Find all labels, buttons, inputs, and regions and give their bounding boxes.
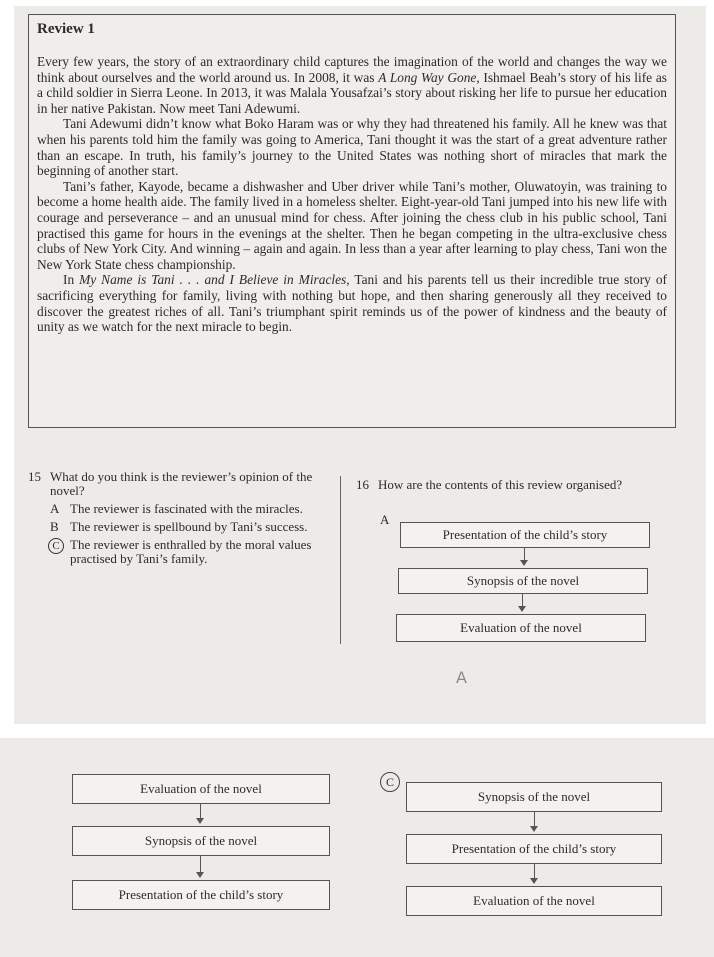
review-body: [37, 54, 667, 335]
flow-a-step-1: Presentation of the child’s story: [400, 522, 650, 548]
column-divider: [340, 476, 341, 644]
option-c-selected[interactable]: C The reviewer is enthralled by the moral values practised by Tani’s family.: [28, 538, 336, 566]
arrow-down-icon: [522, 594, 523, 606]
review-title: Review 1: [37, 21, 95, 37]
review-paragraph-2: Tani Adewumi didn’t know what Boko Haram was or why they had threatened his family. All he knew was that when his parents told him the family was going to America, Tani thought it was the start of a great adventure rather than an escape. In truth, his family’s journey to the United States was nothing short of miracles that mark the beginning of another start.: [37, 116, 667, 179]
question-stem: How are the contents of this review organised?: [378, 477, 623, 492]
option-c-circled-letter: C: [380, 772, 400, 792]
flow-c-step-3: Evaluation of the novel: [406, 886, 662, 916]
arrow-down-icon: [534, 812, 535, 826]
flow-b-step-1: Evaluation of the novel: [72, 774, 330, 804]
question-15: [28, 470, 336, 566]
pencil-answer-mark: A: [456, 668, 467, 687]
option-a[interactable]: A The reviewer is fascinated with the miracles.: [50, 501, 303, 516]
flow-b-step-3: Presentation of the child’s story: [72, 880, 330, 910]
flow-a-step-2: Synopsis of the novel: [398, 568, 648, 594]
arrow-down-icon: [534, 864, 535, 878]
option-a-letter: A: [380, 512, 390, 527]
flow-a-step-3: Evaluation of the novel: [396, 614, 646, 642]
flow-c-step-2: Presentation of the child’s story: [406, 834, 662, 864]
question-stem: What do you think is the reviewer’s opinion of the novel?: [50, 469, 313, 498]
arrow-down-icon: [524, 548, 525, 560]
flow-b-step-2: Synopsis of the novel: [72, 826, 330, 856]
review-paragraph-3: Tani’s father, Kayode, became a dishwasher and Uber driver while Tani’s mother, Oluwatoyin, was training to become a home health aide. The family lived in a homeless shelter. Eight-year-old Tani jumped into his new life with courage and perseverance – and an unusual mind for chess. After joining the chess club in his public school, Tani practised this game for hours in the evenings at the shelter. Then he began competing in the ultra-exclusive chess clubs of New York City. And winning – again and again. In less than a year after learning to play chess, Tani won the New York State chess championship.: [37, 178, 667, 272]
review-paragraph-4: In My Name is Tani . . . and I Believe in Miracles, Tani and his parents tell us their incredible true story of sacrificing everything for family, living with nothing but hope, and then sharing generously all they received to discover the greatest riches of all. Tani’s triumphant spirit reminds us of the power of kindness and the beauty of unity as we watch for the next miracle to begin.: [37, 272, 667, 335]
circled-answer-mark: C: [48, 538, 64, 554]
review-passage-box: [28, 14, 676, 428]
review-paragraph-1: Every few years, the story of an extraordinary child captures the imagination of the world and changes the way we think about ourselves and the world around us. In 2008, it was A Long Way Gone, Ishmael Beah’s story of his life as a child soldier in Sierra Leone. In 2013, it was Malala Yousafzai’s story about risking her life to pursue her education in her native Pakistan. Now meet Tani Adewumi.: [37, 54, 667, 116]
question-number: 16: [356, 477, 369, 492]
flow-c-step-1: Synopsis of the novel: [406, 782, 662, 812]
question-number: 15: [28, 469, 41, 484]
arrow-down-icon: [200, 856, 201, 872]
questions-area: [28, 470, 688, 690]
question-16: [356, 478, 686, 492]
arrow-down-icon: [200, 804, 201, 818]
option-b[interactable]: B The reviewer is spellbound by Tani’s success.: [50, 519, 308, 534]
